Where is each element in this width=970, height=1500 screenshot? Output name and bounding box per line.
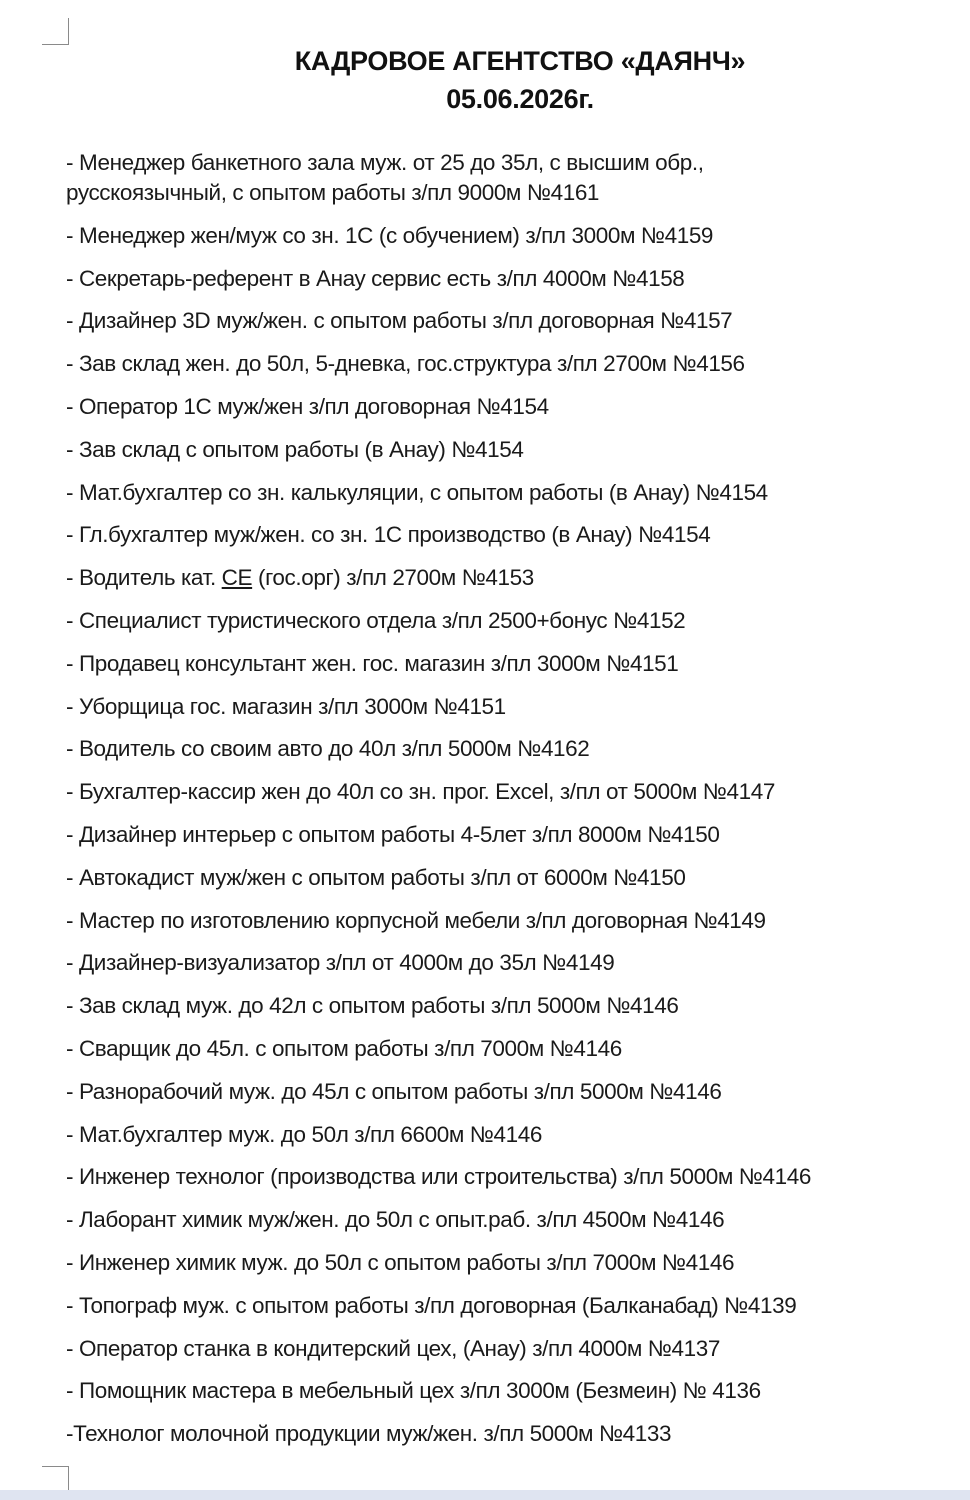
job-listing: - Инженер химик муж. до 50л с опытом работы з/пл 7000м №4146 — [66, 1249, 735, 1275]
job-listing: - Инженер технолог (производства или строительства) з/пл 5000м №4146 — [66, 1164, 811, 1190]
job-listing: - Зав склад с опытом работы (в Анау) №4154 — [66, 436, 524, 462]
job-listing: - Сварщик до 45л. с опытом работы з/пл 7000м №4146 — [66, 1035, 622, 1061]
document-header — [0, 42, 970, 118]
job-listing: -Технолог молочной продукции муж/жен. з/пл 5000м №4133 — [66, 1421, 672, 1447]
job-listing: - Уборщица гос. магазин з/пл 3000м №4151 — [66, 693, 506, 719]
job-listing: - Мастер по изготовлению корпусной мебели з/пл договорная №4149 — [66, 907, 766, 933]
job-listing: - Помощник мастера в мебельный цех з/пл 3000м (Безмеин) № 4136 — [66, 1378, 761, 1404]
job-listing: - Оператор 1С муж/жен з/пл договорная №4154 — [66, 393, 549, 419]
job-listing: - Менеджер банкетного зала муж. от 25 до 35л, с высшим обр., русскоязычный, с опытом работы з/пл 9000м №4161 — [66, 150, 704, 205]
job-listing-driver — [66, 563, 956, 593]
job-listing: - Бухгалтер-кассир жен до 40л со зн. прог. Excel, з/пл от 5000м №4147 — [66, 779, 775, 805]
agency-title: КАДРОВОЕ АГЕНТСТВО «ДАЯНЧ» — [294, 46, 746, 76]
crop-mark-top-left — [42, 18, 69, 45]
job-listing: - Лаборант химик муж/жен. до 50л с опыт.раб. з/пл 4500м №4146 — [66, 1207, 725, 1233]
job-listing: - Оператор станка в кондитерский цех, (Анау) з/пл 4000м №4137 — [66, 1335, 720, 1361]
job-listing: - Гл.бухгалтер муж/жен. со зн. 1С производство (в Анау) №4154 — [66, 522, 711, 548]
job-listing: - Мат.бухгалтер муж. до 50л з/пл 6600м №4146 — [66, 1121, 542, 1147]
job-listing: - Секретарь-референт в Анау сервис есть з/пл 4000м №4158 — [66, 265, 685, 291]
driver-listing-prefix: - Водитель кат. — [66, 565, 222, 591]
job-listings — [66, 148, 956, 1462]
job-listing: - Дизайнер 3D муж/жен. с опытом работы з/пл договорная №4157 — [66, 308, 733, 334]
job-listing: - Дизайнер-визуализатор з/пл от 4000м до 35л №4149 — [66, 950, 615, 976]
driver-listing-suffix: (гос.орг) з/пл 2700м №4153 — [252, 565, 534, 591]
document-date: 05.06.2026г. — [446, 84, 594, 114]
driver-license-category: CE — [221, 565, 253, 591]
job-listing: - Зав склад муж. до 42л с опытом работы з/пл 5000м №4146 — [66, 993, 679, 1019]
job-listing: - Продавец консультант жен. гос. магазин з/пл 3000м №4151 — [66, 650, 679, 676]
job-listing: - Автокадист муж/жен с опытом работы з/пл от 6000м №4150 — [66, 864, 686, 890]
job-listing: - Водитель со своим авто до 40л з/пл 5000м №4162 — [66, 736, 590, 762]
crop-mark-bottom-left — [42, 1466, 69, 1493]
job-listing: - Зав склад жен. до 50л, 5-дневка, гос.структура з/пл 2700м №4156 — [66, 351, 745, 377]
job-listing: - Дизайнер интерьер с опытом работы 4-5лет з/пл 8000м №4150 — [66, 821, 720, 847]
job-listing: - Топограф муж. с опытом работы з/пл договорная (Балканабад) №4139 — [66, 1292, 797, 1318]
job-listing: - Мат.бухгалтер со зн. калькуляции, с опытом работы (в Анау) №4154 — [66, 479, 768, 505]
job-listing: - Менеджер жен/муж со зн. 1С (с обучением) з/пл 3000м №4159 — [66, 222, 714, 248]
job-listing: - Специалист туристического отдела з/пл 2500+бонус №4152 — [66, 607, 686, 633]
job-listing: - Разнорабочий муж. до 45л с опытом работы з/пл 5000м №4146 — [66, 1078, 722, 1104]
bottom-edge-bar — [0, 1490, 970, 1500]
